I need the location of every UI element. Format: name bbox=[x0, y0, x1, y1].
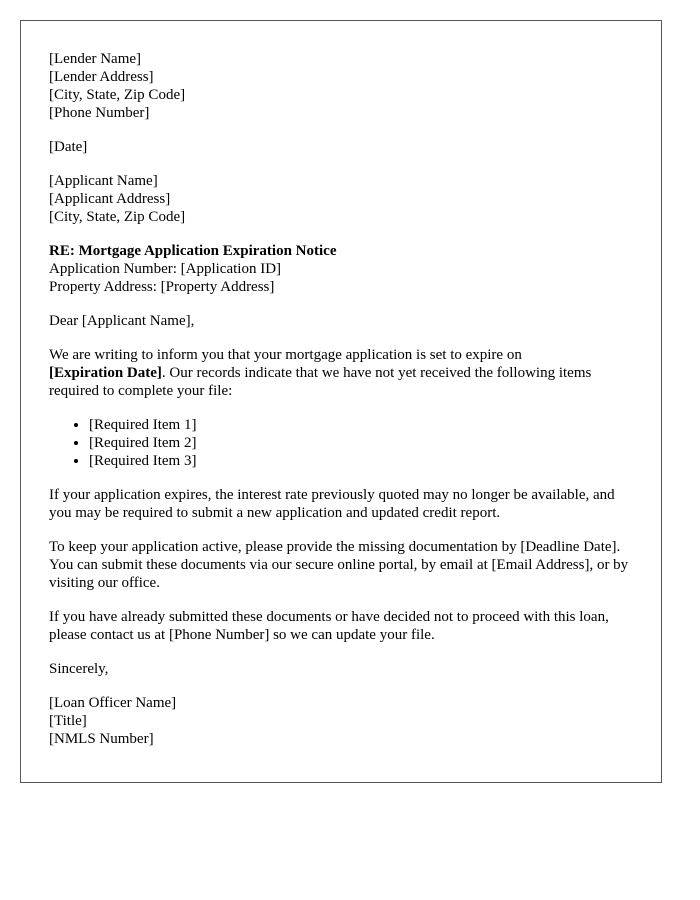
paragraph-contact: If you have already submitted these documents or have decided not to proceed with this loan, please contact us at [Phone Number] so we can update your file. bbox=[49, 609, 609, 643]
loan-officer-name: [Loan Officer Name] bbox=[49, 695, 177, 711]
list-item: • [Required Item 3] bbox=[89, 452, 633, 470]
date-block bbox=[49, 138, 633, 156]
subject-block bbox=[49, 242, 633, 296]
closing: Sincerely, bbox=[49, 661, 109, 677]
officer-title: [Title] bbox=[49, 713, 87, 729]
letter-date: [Date] bbox=[49, 139, 88, 155]
sender-block bbox=[49, 50, 633, 122]
subject-line: RE: Mortgage Application Expiration Notice bbox=[49, 243, 337, 259]
list-item: • [Required Item 1] bbox=[89, 416, 633, 434]
list-item: • [Required Item 2] bbox=[89, 434, 633, 452]
closing-block bbox=[49, 660, 633, 678]
required-items-list bbox=[49, 416, 633, 470]
nmls-number: [NMLS Number] bbox=[49, 731, 154, 747]
lender-address: [Lender Address] bbox=[49, 69, 154, 85]
expiration-date: [Expiration Date] bbox=[49, 365, 162, 381]
lender-name: [Lender Name] bbox=[49, 51, 142, 67]
salutation-block bbox=[49, 312, 633, 330]
signature-block bbox=[49, 694, 633, 748]
lender-city-state-zip: [City, State, Zip Code] bbox=[49, 87, 186, 103]
paragraph-intro-text-after: . Our records indicate that we have not yet received the following items required to complete your file: bbox=[49, 365, 592, 399]
applicant-address: [Applicant Address] bbox=[49, 191, 171, 207]
salutation: Dear [Applicant Name], bbox=[49, 313, 195, 329]
paragraph-keep-active: To keep your application active, please provide the missing documentation by [Deadline Date]. You can submit these documents via our secure online portal, by email at [Email Address], or by visiting our office. bbox=[49, 539, 629, 591]
paragraph-intro bbox=[49, 346, 633, 400]
letter-page bbox=[20, 20, 662, 783]
lender-phone: [Phone Number] bbox=[49, 105, 150, 121]
paragraph-expiration-consequence: If your application expires, the interest rate previously quoted may no longer be available, and you may be required to submit a new application and updated credit report. bbox=[49, 487, 615, 521]
applicant-city-state-zip: [City, State, Zip Code] bbox=[49, 209, 186, 225]
paragraph-intro-text-before: We are writing to inform you that your mortgage application is set to expire on bbox=[49, 347, 522, 363]
applicant-name: [Applicant Name] bbox=[49, 173, 158, 189]
application-number: Application Number: [Application ID] bbox=[49, 261, 282, 277]
property-address: Property Address: [Property Address] bbox=[49, 279, 275, 295]
recipient-block bbox=[49, 172, 633, 226]
